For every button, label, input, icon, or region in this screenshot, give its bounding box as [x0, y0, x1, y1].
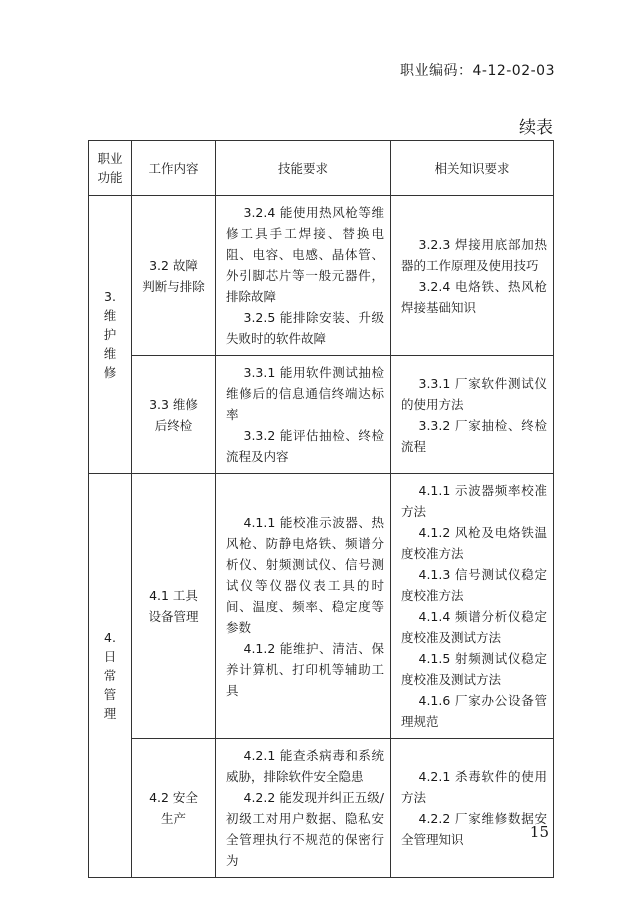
- table-row: [89, 474, 554, 739]
- knowledge-item: 4.2.1 杀毒软件的使用方法: [401, 769, 547, 805]
- knowledge-cell: [391, 356, 554, 474]
- knowledge-cell: [391, 196, 554, 356]
- header-function: 职业 功能: [89, 141, 132, 196]
- knowledge-item: 4.1.2 风枪及电烙铁温度校准方法: [401, 525, 547, 561]
- knowledge-item: 4.1.3 信号测试仪稳定度校准方法: [401, 567, 547, 603]
- knowledge-item: 4.1.4 频谱分析仪稳定度校准及测试方法: [401, 609, 547, 645]
- content-cell: 3.3 维修 后终检: [132, 356, 216, 474]
- knowledge-item: 3.2.3 焊接用底部加热器的工作原理及使用技巧: [401, 236, 547, 273]
- content-cell: 3.2 故障 判断与排除: [132, 196, 216, 356]
- skills-cell: [216, 356, 391, 474]
- skills-cell: [216, 739, 391, 878]
- knowledge-item: 4.1.5 射频测试仪稳定度校准及测试方法: [401, 651, 547, 687]
- knowledge-item: 4.2.2 厂家维修数据安全管理知识: [401, 811, 547, 847]
- skill-item: 4.1.1 能校准示波器、热风枪、防静电烙铁、频谱分析仪、射频测试仪、信号测试仪等仪器仪表工具的时间、温度、频率、稳定度等参数: [226, 514, 384, 635]
- content-cell: 4.2 安全 生产: [132, 739, 216, 878]
- skills-cell: [216, 196, 391, 356]
- skill-item: 3.2.5 能排除安装、升级失败时的软件故障: [226, 310, 384, 346]
- skill-item: 3.3.1 能用软件测试抽检维修后的信息通信终端达标率: [226, 365, 384, 422]
- knowledge-item: 4.1.1 示波器频率校准方法: [401, 483, 547, 519]
- continued-label: 续表: [519, 118, 553, 138]
- header-knowledge: 相关知识要求: [391, 141, 554, 196]
- function-cell: [89, 474, 132, 878]
- knowledge-item: 3.3.2 厂家抽检、终检流程: [401, 417, 547, 454]
- skills-table: [88, 140, 554, 878]
- skill-item: 4.2.1 能查杀病毒和系统威胁，排除软件安全隐患: [226, 748, 384, 784]
- content-cell: 4.1 工具 设备管理: [132, 474, 216, 739]
- header-skills: 技能要求: [216, 141, 391, 196]
- table-header-row: [89, 141, 554, 196]
- knowledge-item: 3.3.1 厂家软件测试仪的使用方法: [401, 375, 547, 412]
- knowledge-cell: [391, 474, 554, 739]
- function-label: 4. 日常管理: [103, 629, 117, 721]
- skill-item: 4.2.2 能发现并纠正五级/初级工对用户数据、隐私安全管理执行不规范的保密行为: [226, 790, 384, 868]
- knowledge-item: 3.2.4 电烙铁、热风枪焊接基础知识: [401, 278, 547, 315]
- table-row: [89, 196, 554, 356]
- table-row: [89, 356, 554, 474]
- skill-item: 4.1.2 能维护、清洁、保养计算机、打印机等辅助工具: [226, 640, 384, 698]
- function-label: 3. 维护维修: [103, 288, 117, 380]
- skills-cell: [216, 474, 391, 739]
- skill-item: 3.2.4 能使用热风枪等维修工具手工焊接、替换电阻、电容、电感、晶体管、外引脚芯片等一般元器件，排除故障: [226, 205, 384, 304]
- knowledge-item: 4.1.6 厂家办公设备管理规范: [401, 693, 547, 729]
- header-content: 工作内容: [132, 141, 216, 196]
- skill-item: 3.3.2 能评估抽检、终检流程及内容: [226, 428, 384, 464]
- page-number: 15: [529, 823, 549, 841]
- function-cell: [89, 196, 132, 474]
- knowledge-cell: [391, 739, 554, 878]
- occupation-code: 职业编码：4-12-02-03: [399, 63, 555, 79]
- table-row: [89, 739, 554, 878]
